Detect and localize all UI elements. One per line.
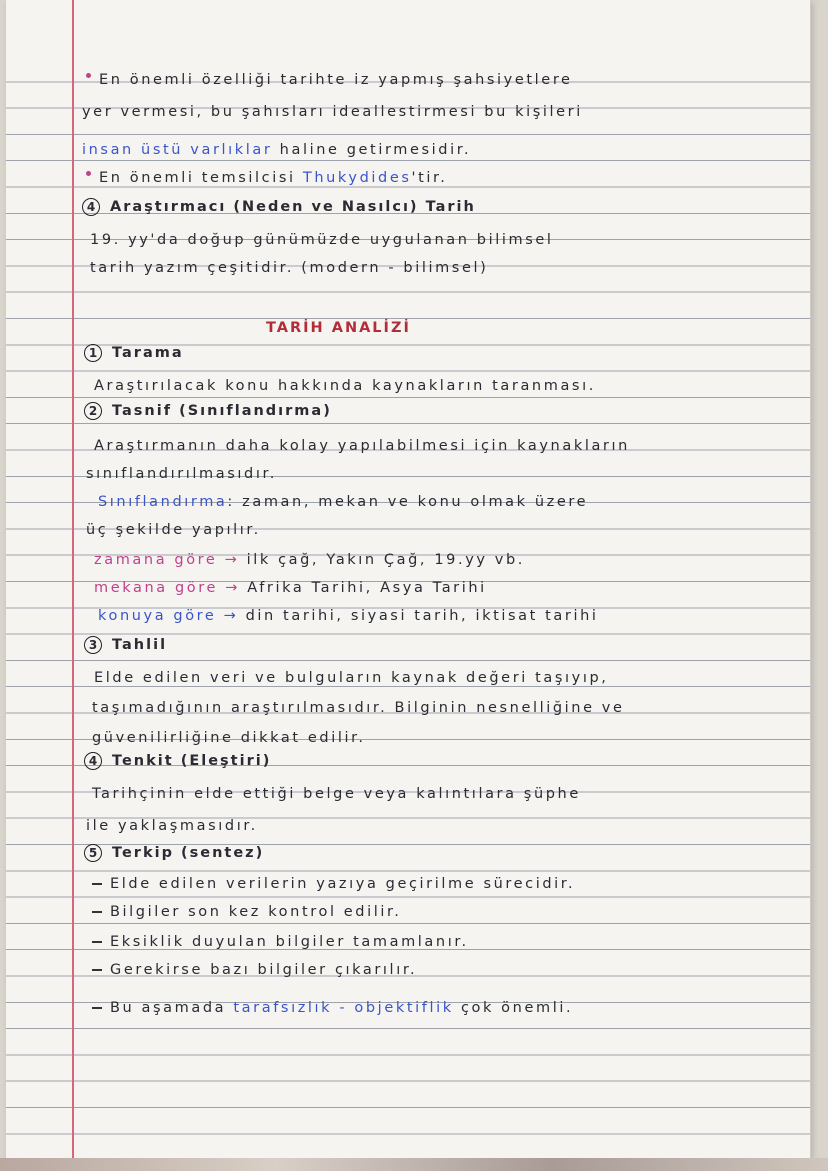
step-5-heading (84, 844, 264, 862)
highlight-text: Sınıflandırma (98, 494, 228, 510)
circled-number: 5 (84, 844, 102, 862)
circled-number: 4 (82, 198, 100, 216)
step-5-bullet-4 (92, 962, 417, 978)
highlight-text: tarafsızlık - objektiflik (233, 1000, 454, 1016)
text: Gerekirse bazı bilgiler çıkarılır. (110, 962, 418, 978)
step-3-text-1: Elde edilen veri ve bulguların kaynak değeri taşıyıp, (94, 670, 609, 686)
dash-marker (92, 883, 102, 885)
text-line-3 (82, 142, 471, 158)
text-line-6: tarih yazım çeşitidir. (modern - bilimsel) (90, 260, 489, 276)
circled-number: 4 (84, 752, 102, 770)
bullet-dot (86, 73, 91, 78)
text-line-4 (86, 170, 447, 186)
heading-text: Tenkit (Eleştiri) (112, 753, 272, 769)
text: Eksiklik duyulan bilgiler tamamlanır. (110, 934, 469, 950)
text-line-5: 19. yy'da doğup günümüzde uygulanan bilimsel (90, 232, 554, 248)
step-5-bullet-3 (92, 934, 469, 950)
step-5-bullet-1 (92, 876, 575, 892)
step-4-heading (84, 752, 271, 770)
notebook-page (6, 0, 811, 1160)
text-line-1 (86, 72, 573, 88)
step-1-heading (84, 344, 184, 362)
highlight-text: insan üstü varlıklar (82, 142, 273, 158)
heading-text: Tahlil (112, 637, 168, 653)
text: : zaman, mekan ve konu olmak üzere (227, 494, 589, 510)
dash-marker (92, 941, 102, 943)
step-2-text-2: sınıflandırılmasıdır. (86, 466, 277, 482)
section-title: TARİH ANALİZİ (266, 320, 411, 336)
step-5-bullet-2 (92, 904, 401, 920)
text-line-2: yer vermesi, bu şahısları ideallestirmesi bu kişileri (82, 104, 583, 120)
dash-marker (92, 911, 102, 913)
zamana-line (94, 552, 525, 568)
text: Bu aşamada (110, 1000, 227, 1016)
text: çok önemli. (460, 1000, 574, 1016)
text: 'tir. (411, 170, 448, 186)
circled-number: 2 (84, 402, 102, 420)
text: Elde edilen verilerin yazıya geçirilme sürecidir. (110, 876, 576, 892)
text: din tarihi, siyasi tarih, iktisat tarihi (245, 608, 599, 624)
step-3-text-3: güvenilirliğine dikkat edilir. (92, 730, 366, 746)
step-2-text-1: Araştırmanın daha kolay yapılabilmesi için kaynakların (94, 438, 630, 454)
step-3-heading (84, 636, 167, 654)
step-2-text-3 (98, 494, 588, 510)
heading-text: Tasnif (Sınıflandırma) (112, 403, 332, 419)
step-2-heading (84, 402, 332, 420)
dash-marker (92, 969, 102, 971)
heading-4 (82, 198, 476, 216)
step-4-text-1: Tarihçinin elde ettiği belge veya kalıntılara şüphe (92, 786, 581, 802)
text: Bilgiler son kez kontrol edilir. (110, 904, 402, 920)
highlight-text: mekana göre → (94, 580, 240, 596)
bullet-dot (86, 171, 91, 176)
step-3-text-2: taşımadığının araştırılmasıdır. Bilginin nesnelliğine ve (92, 700, 625, 716)
text: En önemli özelliği tarihte iz yapmış şahsiyetlere (99, 72, 573, 88)
text: ilk çağ, Yakın Çağ, 19.yy vb. (246, 552, 525, 568)
step-4-text-2: ile yaklaşmasıdır. (86, 818, 258, 834)
mekana-line (94, 580, 487, 596)
text: haline getirmesidir. (279, 142, 472, 158)
highlight-text: Thukydides (302, 170, 412, 186)
heading-text: Terkip (sentez) (112, 845, 265, 861)
konuya-line (98, 608, 599, 624)
heading-text: Tarama (112, 345, 184, 361)
step-2-text-4: üç şekilde yapılır. (86, 522, 261, 538)
circled-number: 1 (84, 344, 102, 362)
highlight-text: konuya göre → (98, 608, 239, 624)
heading-text: Araştırmacı (Neden ve Nasılcı) Tarih (110, 199, 476, 215)
circled-number: 3 (84, 636, 102, 654)
margin-line (72, 0, 74, 1160)
step-5-bullet-5 (92, 1000, 573, 1016)
text: En önemli temsilcisi (99, 170, 296, 186)
step-1-text: Araştırılacak konu hakkında kaynakların taranması. (94, 378, 596, 394)
table-surface (0, 1158, 828, 1171)
dash-marker (92, 1007, 102, 1009)
highlight-text: zamana göre → (94, 552, 240, 568)
text: Afrika Tarihi, Asya Tarihi (247, 580, 487, 596)
